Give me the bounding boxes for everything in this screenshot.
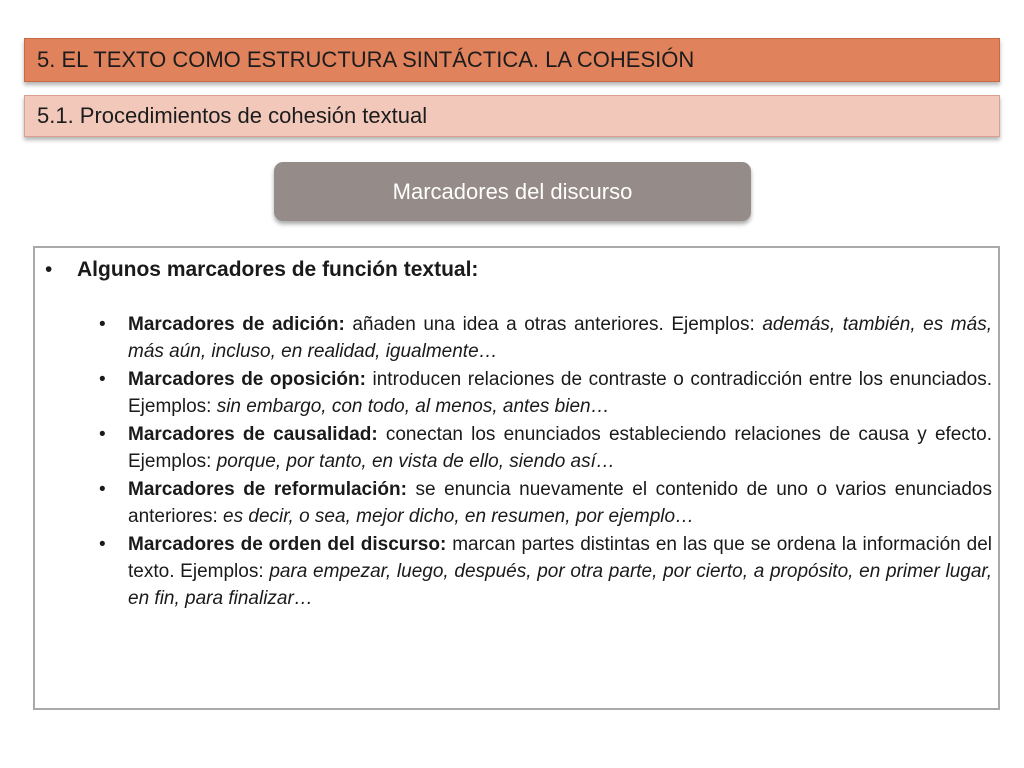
slide-title-bar [24,38,1000,82]
marker-description: conectan los enunciados estableciendo relaciones de causa y efecto. Ejemplos: [128,424,992,472]
slide-subtitle: 5.1. Procedimientos de cohesión textual [37,103,428,128]
marker-examples: porque, por tanto, en vista de ello, siendo así… [216,451,615,472]
marker-description: marcan partes distintas en las que se ordena la información del texto. Ejemplos: [128,534,992,582]
bullet-glyph: • [45,258,53,281]
marker-term: Marcadores de orden del discurso: [128,534,447,555]
marker-term: Marcadores de reformulación: [128,479,407,500]
marker-examples: además, también, es más, más aún, incluso, en realidad, igualmente… [128,314,992,362]
marker-description: añaden una idea a otras anteriores. Ejemplos: [344,314,763,335]
bullet-glyph: • [99,534,106,555]
marker-term: Marcadores de causalidad: [128,424,378,445]
marker-item-adicion [95,311,992,365]
slide-title: 5. EL TEXTO COMO ESTRUCTURA SINTÁCTICA. LA COHESIÓN [37,47,695,72]
section-label: Marcadores del discurso [392,178,633,204]
marker-item-oposicion [95,366,992,420]
bullet-glyph: • [99,369,106,390]
bullet-glyph: • [99,479,106,500]
marker-term: Marcadores de adición: [128,314,345,335]
marker-examples: es decir, o sea, mejor dicho, en resumen, por ejemplo… [223,506,695,527]
content-heading [45,258,478,282]
content-heading-text: Algunos marcadores de función textual: [77,258,479,281]
slide-subtitle-bar [24,95,1000,137]
marker-description: introducen relaciones de contraste o contradicción entre los enunciados. Ejemplos: [128,369,992,417]
marker-examples: para empezar, luego, después, por otra parte, por cierto, a propósito, en primer lugar, en fin, para finalizar… [128,561,992,609]
marker-item-reformulacion [95,476,992,530]
marker-term: Marcadores de oposición: [128,369,366,390]
bullet-glyph: • [99,314,106,335]
marker-item-causalidad [95,421,992,475]
marker-item-orden [95,531,992,612]
content-box [33,246,1000,710]
marker-examples: sin embargo, con todo, al menos, antes bien… [216,396,610,417]
bullet-glyph: • [99,424,106,445]
marker-description: se enuncia nuevamente el contenido de uno o varios enunciados anteriores: [128,479,992,527]
section-label-pill [274,162,751,221]
marker-list [95,311,992,613]
